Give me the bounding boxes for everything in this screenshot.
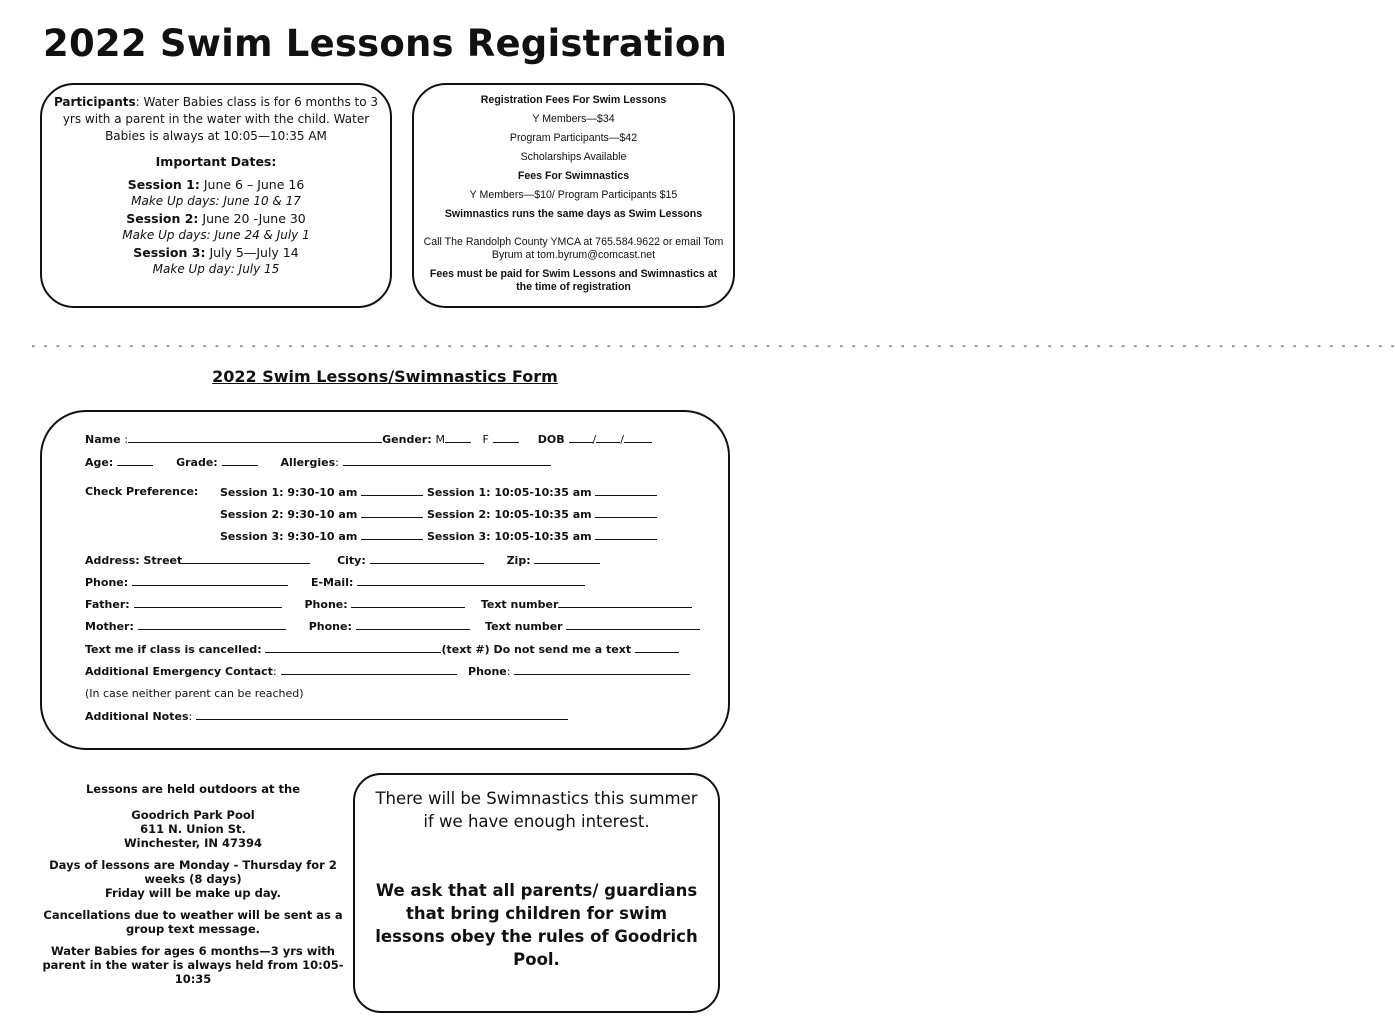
form-title: 2022 Swim Lessons/Swimnastics Form xyxy=(212,367,558,386)
fees-box xyxy=(412,83,735,308)
email-label: E-Mail: xyxy=(310,576,354,589)
name-field[interactable] xyxy=(128,432,382,443)
fee-y-members: Y Members—$34 xyxy=(532,113,615,125)
payment-note: Fees must be paid for Swim Lessons and Swimnastics at the time of registration xyxy=(429,268,718,293)
cancellation-note: Cancellations due to weather will be sent as a group text message. xyxy=(43,908,343,936)
session-2-range: June 20 -June 30 xyxy=(198,211,306,226)
session-option-3b: Session 3: 10:05-10:35 am xyxy=(426,530,592,543)
dob-day-field[interactable] xyxy=(596,432,620,443)
gender-label: Gender: xyxy=(382,433,432,446)
friday-makeup: Friday will be make up day. xyxy=(104,886,282,900)
form-row-phone xyxy=(85,575,585,589)
mother-phone-label: Phone: xyxy=(308,620,352,633)
fees-heading: Registration Fees For Swim Lessons xyxy=(480,94,667,106)
fee-program: Program Participants—$42 xyxy=(509,132,638,144)
allergies-field[interactable] xyxy=(343,455,551,466)
scholarships: Scholarships Available xyxy=(520,151,627,163)
registration-form xyxy=(40,410,730,750)
father-field[interactable] xyxy=(134,597,282,608)
grade-label: Grade: xyxy=(176,456,218,469)
session-3-dates xyxy=(52,244,380,261)
father-phone-field[interactable] xyxy=(351,597,465,608)
swimnastics-fees-heading: Fees For Swimnastics xyxy=(517,170,630,182)
dob-year-field[interactable] xyxy=(624,432,652,443)
phone-field[interactable] xyxy=(132,575,288,586)
form-row-age: Age: Grade: Allergies: xyxy=(85,455,551,469)
session-option-1a: Session 1: 9:30-10 am xyxy=(220,486,358,499)
location-held: Lessons are held outdoors at the xyxy=(85,782,301,796)
zip-label: Zip: xyxy=(506,554,531,567)
session-1-dates xyxy=(52,176,380,193)
participants-text xyxy=(52,94,380,145)
session-2a-check[interactable] xyxy=(361,507,423,518)
text-me-field[interactable] xyxy=(265,642,441,653)
contact-info: Call The Randolph County YMCA at 765.584.9622 or email Tom Byrum at tom.byrum@comcast.net xyxy=(423,236,724,261)
session-option-row-3 xyxy=(220,529,657,543)
form-row-text-me xyxy=(85,642,679,656)
session-2-dates xyxy=(52,210,380,227)
mother-label: Mother: xyxy=(85,620,134,633)
gender-f: F xyxy=(482,433,489,446)
session-3-range: July 5—July 14 xyxy=(205,245,299,260)
session-option-1b: Session 1: 10:05-10:35 am xyxy=(426,486,592,499)
emergency-phone-field[interactable] xyxy=(514,664,690,675)
participants-info-box xyxy=(40,83,392,308)
notice-box xyxy=(353,773,720,1013)
swimnastics-days: Swimnastics runs the same days as Swim Lessons xyxy=(444,208,703,220)
cut-line: - - - - - - - - - - - - - - - - - - - - - - - - - - - - - - - - - - - - - - - - - - - - - - - - - - - - - - - - - - - - - - - - - - - - - - - - - - - - - - - - - - - - - - - - - - - - - - - - - - - - - - - - - - - - - - - - xyxy=(30,339,1395,352)
session-2-label: Session 2: xyxy=(126,211,199,226)
session-2-makeup: Make Up days: June 24 & July 1 xyxy=(122,228,310,242)
participants-label: Participants xyxy=(53,95,136,109)
session-1a-check[interactable] xyxy=(361,485,423,496)
email-field[interactable] xyxy=(357,575,585,586)
dob-month-field[interactable] xyxy=(569,432,593,443)
city-field[interactable] xyxy=(370,553,484,564)
emergency-phone-label: Phone xyxy=(468,665,507,678)
session-1b-check[interactable] xyxy=(595,485,657,496)
father-text-label: Text number xyxy=(480,598,559,611)
text-me-label: Text me if class is cancelled: xyxy=(85,643,262,656)
session-option-row-1 xyxy=(220,485,657,499)
session-3-makeup: Make Up day: July 15 xyxy=(152,262,280,276)
zip-field[interactable] xyxy=(534,553,600,564)
water-babies-note: Water Babies for ages 6 months—3 yrs with parent in the water is always held from 10:05-10:35 xyxy=(42,944,344,986)
form-row-notes: Additional Notes: xyxy=(85,709,568,723)
emergency-label: Additional Emergency Contact xyxy=(85,665,273,678)
pool-rules-notice: We ask that all parents/ guardians that bring children for swim lessons obey the rules of Goodrich Pool. xyxy=(375,881,698,969)
location-info xyxy=(40,782,346,994)
form-row-father xyxy=(85,597,692,611)
notes-label: Additional Notes xyxy=(85,710,189,723)
gender-f-field[interactable] xyxy=(493,432,519,443)
session-1-label: Session 1: xyxy=(127,177,200,192)
mother-text-label: Text number xyxy=(485,620,563,633)
session-option-2b: Session 2: 10:05-10:35 am xyxy=(426,508,592,521)
gender-m: M xyxy=(435,433,445,446)
grade-field[interactable] xyxy=(222,455,258,466)
page-title: 2022 Swim Lessons Registration xyxy=(43,22,727,65)
city-label: City: xyxy=(337,554,366,567)
emergency-field[interactable] xyxy=(281,664,457,675)
father-text-field[interactable] xyxy=(558,597,692,608)
form-row-mother xyxy=(85,619,700,633)
swimnastics-notice: There will be Swimnastics this summer if we have enough interest. xyxy=(375,789,698,831)
session-option-3a: Session 3: 9:30-10 am xyxy=(220,530,358,543)
address-label: Address: Street xyxy=(85,554,183,567)
age-field[interactable] xyxy=(117,455,153,466)
swimnastics-fees: Y Members—$10/ Program Participants $15 xyxy=(469,189,678,201)
mother-field[interactable] xyxy=(138,619,286,630)
participants-description: : Water Babies class is for 6 months to 3 yrs with a parent in the water with the child. Water Babies is always at 10:05—10:35 AM xyxy=(62,95,379,143)
session-1-makeup: Make Up days: June 10 & 17 xyxy=(131,194,301,208)
mother-phone-field[interactable] xyxy=(356,619,470,630)
pool-city: Winchester, IN 47394 xyxy=(123,836,263,850)
lesson-days: Days of lessons are Monday - Thursday for 2 weeks (8 days) xyxy=(49,858,337,886)
text-hash-label: (text #) Do not send me a text xyxy=(441,643,632,656)
check-preference-label: Check Preference: xyxy=(85,485,199,498)
age-label: Age: xyxy=(85,456,114,469)
mother-text-field[interactable] xyxy=(566,619,700,630)
pool-name: Goodrich Park Pool xyxy=(131,808,255,822)
father-phone-label: Phone: xyxy=(304,598,348,611)
gender-m-field[interactable] xyxy=(445,432,471,443)
name-label: Name xyxy=(85,433,121,446)
no-text-field[interactable] xyxy=(635,642,679,653)
in-case-note xyxy=(85,687,304,700)
session-2b-check[interactable] xyxy=(595,507,657,518)
form-row-emergency: Additional Emergency Contact: Phone: xyxy=(85,664,690,678)
in-case-text: (In case neither parent can be reached) xyxy=(85,687,304,700)
pool-street: 611 N. Union St. xyxy=(140,822,246,836)
street-field[interactable] xyxy=(182,553,310,564)
dob-label: DOB xyxy=(537,433,565,446)
session-option-row-2 xyxy=(220,507,657,521)
notes-field[interactable] xyxy=(196,709,568,720)
session-3-label: Session 3: xyxy=(133,245,206,260)
form-row-address xyxy=(85,553,600,567)
important-dates-heading: Important Dates: xyxy=(155,154,277,169)
form-row-name: Name : Gender: M F DOB / / xyxy=(85,432,652,446)
session-option-2a: Session 2: 9:30-10 am xyxy=(220,508,358,521)
session-3a-check[interactable] xyxy=(361,529,423,540)
phone-label: Phone: xyxy=(85,576,129,589)
session-3b-check[interactable] xyxy=(595,529,657,540)
father-label: Father: xyxy=(85,598,130,611)
allergies-label: Allergies xyxy=(280,456,336,469)
session-1-range: June 6 – June 16 xyxy=(199,177,305,192)
